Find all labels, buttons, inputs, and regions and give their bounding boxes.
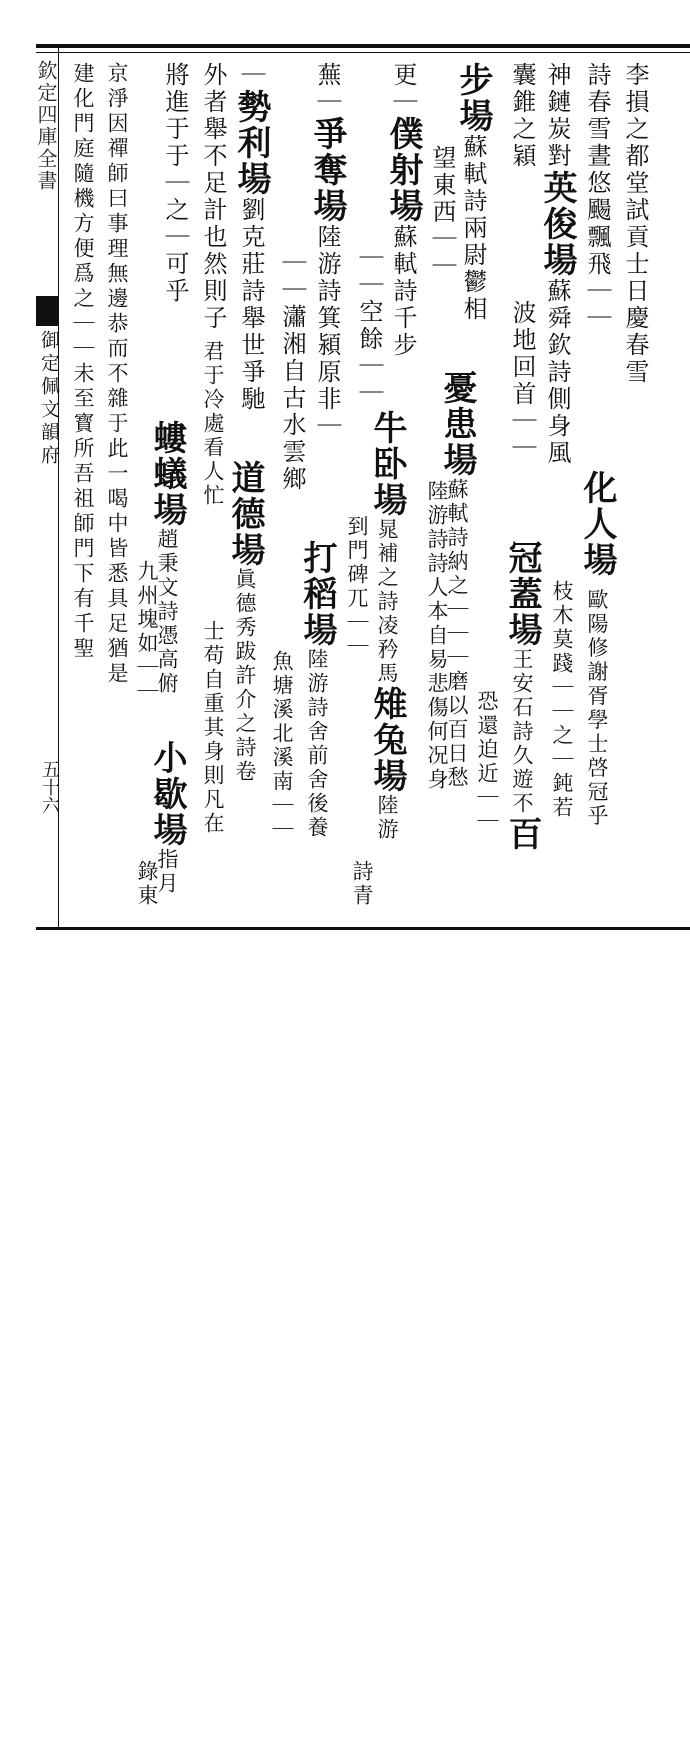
column-text: 錄東 — [135, 860, 159, 908]
column-text: 詩春雪晝悠颺飄飛｜｜ — [583, 62, 611, 332]
top-border-inner — [36, 52, 690, 53]
column-text: 王安石詩久遊不 — [510, 648, 534, 816]
text-column-3 — [537, 62, 577, 942]
headword: 憂患場 — [437, 370, 477, 478]
column-text: 波地回首｜｜ — [508, 300, 536, 462]
text-column-12c — [196, 620, 230, 1500]
headword: 英俊場 — [537, 170, 577, 278]
headword: 化人場 — [577, 470, 617, 578]
text-column-13e — [130, 860, 164, 1740]
column-text: 到門碑兀｜｜ — [345, 515, 369, 659]
column-text: 蘇舜欽詩側身風 — [543, 278, 571, 467]
column-text: 陸游詩舍前舍後養 — [305, 648, 329, 840]
column-text: 君于冷處看人忙 — [201, 340, 225, 508]
headword: 小歇場 — [147, 740, 187, 848]
column-text: 詩青 — [350, 860, 374, 908]
headword: 百 — [502, 816, 542, 852]
column-text: 趙秉文詩憑高俯 — [155, 528, 179, 696]
column-text: 外者舉不足計也然則子 — [199, 62, 227, 332]
text-column-8c — [345, 860, 379, 1740]
column-text: 歐陽修謝胥學士啓冠乎 — [585, 588, 609, 829]
headword: 牛卧場 — [367, 410, 407, 518]
headword: 冠蓋場 — [502, 540, 542, 648]
column-text: 建化門庭隨機方便爲之｜｜未至寳所吾祖師門下有千聖 — [71, 62, 95, 662]
column-text: 九州塊如｜｜ — [135, 560, 159, 704]
column-text: 京淨因禪師曰事理無邊恭而不雜于此一喝中皆悉具足猶是 — [105, 62, 129, 687]
headword: 打稻場 — [297, 540, 337, 648]
column-text: ｜｜瀟湘自古水雲鄉 — [278, 250, 306, 493]
column-text: 指月 — [155, 848, 179, 896]
text-column-14 — [100, 62, 134, 942]
column-text: 蕪｜ — [313, 62, 341, 116]
folio-number: 五十六 — [39, 760, 60, 814]
top-border — [36, 44, 690, 48]
headword: 僕射場 — [383, 116, 423, 224]
text-column-10b — [265, 650, 299, 1530]
collection-title: 欽定四庫全書 — [34, 60, 58, 192]
text-column-11b — [225, 460, 265, 1340]
column-text: ｜ — [237, 62, 265, 89]
headword: 雉兔場 — [367, 686, 407, 794]
fishtail-mark — [36, 296, 58, 326]
column-text: 枝木莫踐｜｜之｜鈍若 — [550, 580, 574, 820]
column-text: 蘇軾詩千步 — [389, 224, 417, 359]
column-text: 魚塘溪北溪南｜｜ — [270, 650, 294, 842]
text-column-15 — [66, 62, 100, 942]
column-text: 更｜ — [389, 62, 417, 116]
headword: 螻蟻場 — [147, 420, 187, 528]
column-text: 將進于于｜之｜可乎 — [161, 62, 189, 305]
column-text: 士苟自重其身則凡在 — [201, 620, 225, 836]
column-text: 神鏈炭對 — [543, 62, 571, 170]
text-column-1 — [618, 62, 652, 942]
column-text: 李損之都堂試貢士日慶春雪 — [621, 62, 649, 386]
column-text: 劉克莊詩舉世爭馳 — [237, 197, 265, 413]
headword: 步場 — [453, 62, 493, 134]
column-text: 陸游詩詩人本自易悲傷何况身 — [425, 480, 449, 792]
column-text: 恐還迫近｜｜ — [475, 690, 499, 834]
column-text: 囊錐之穎 — [508, 62, 536, 170]
column-text: 望東西｜｜ — [428, 145, 456, 280]
column-text: 眞德秀跋許介之詩卷 — [233, 568, 257, 784]
text-column-4b — [505, 300, 539, 1180]
book-title: 御定佩文韻府 — [38, 330, 60, 468]
headword: 勢利場 — [231, 89, 271, 197]
headword: 道德場 — [225, 460, 265, 568]
column-text: 陸游 — [375, 794, 399, 842]
column-text: 蘇軾詩納之｜｜｜磨以百日愁 — [445, 478, 469, 790]
column-text: ｜｜空餘｜｜ — [355, 245, 383, 407]
text-column-2-lower — [577, 470, 617, 1350]
column-text: 晁補之詩凌矜馬 — [375, 518, 399, 686]
text-column-6b — [420, 480, 454, 1360]
headword: 爭奪場 — [307, 116, 347, 224]
column-text: 陸游詩箕潁原非｜ — [313, 224, 341, 440]
column-text: 蘇軾詩兩尉鬱相 — [459, 134, 487, 323]
